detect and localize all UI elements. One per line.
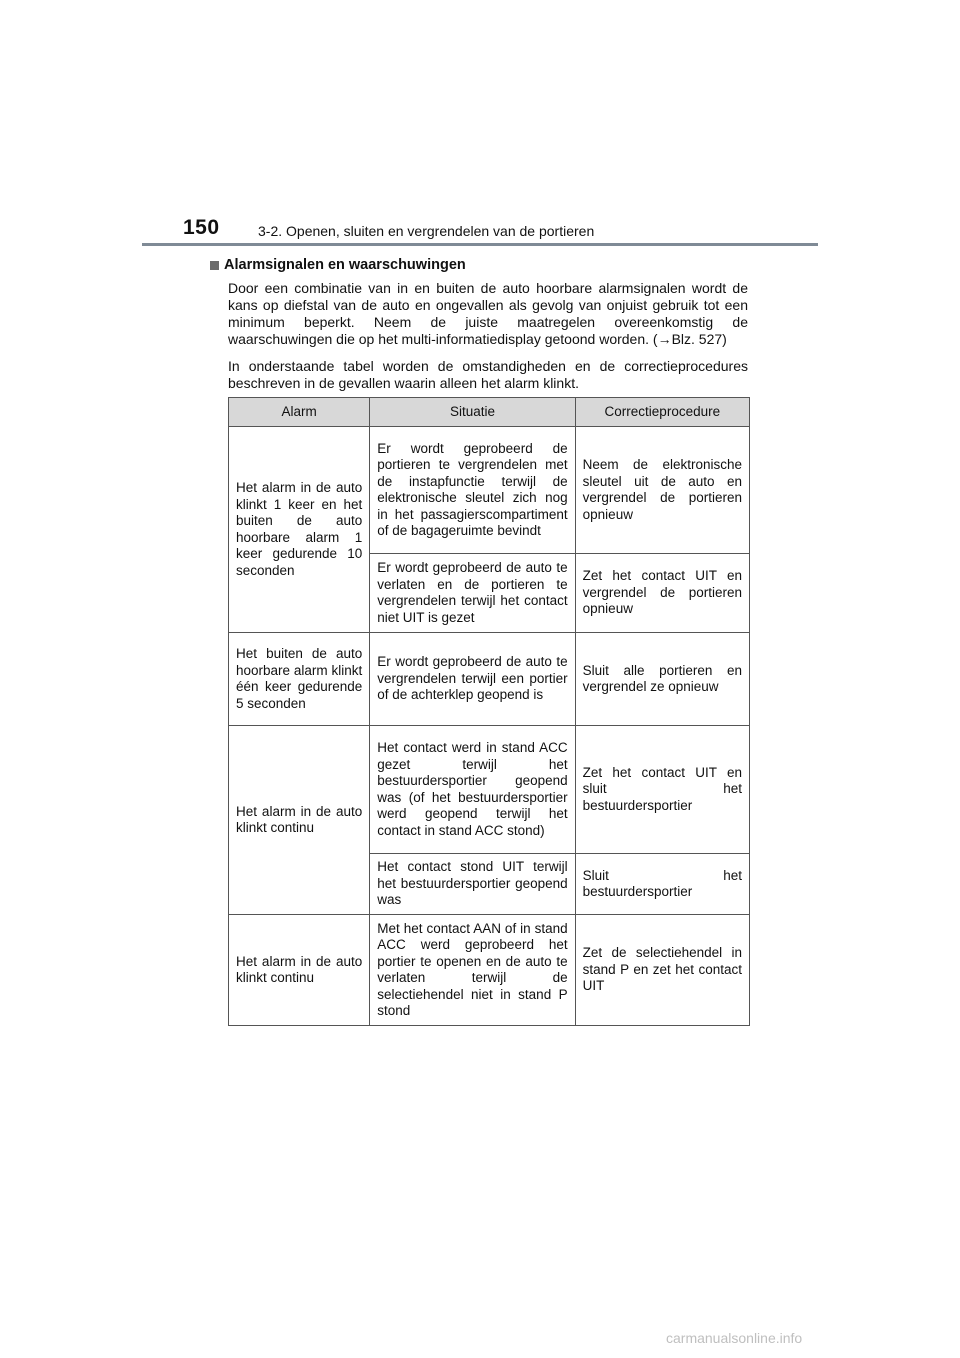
table-row [229,726,750,854]
table-intro-paragraph: In onderstaande tabel worden de omstandigheden en de correctieprocedures beschreven in de gevallen waarin alleen het alarm klinkt. [228,358,748,391]
situation-cell: Met het contact AAN of in stand ACC werd geprobeerd het portier te openen en de auto te verlaten terwijl de selectiehendel niet in stand P stond [370,915,575,1026]
alarm-section [210,256,748,392]
table-row [229,915,750,1026]
alarm-table [228,397,750,1026]
alarm-cell: Het buiten de auto hoorbare alarm klinkt één keer gedurende 5 seconden [229,633,370,726]
correction-cell: Zet het contact UIT en vergrendel de portieren opnieuw [575,554,749,633]
situation-cell: Het contact werd in stand ACC gezet terwijl het bestuurdersportier geopend was (of het bestuurdersportier werd geopend terwijl het contact in stand ACC stond) [370,726,575,854]
correction-cell: Zet het contact UIT en sluit het bestuurdersportier [575,726,749,854]
situation-cell: Er wordt geprobeerd de auto te verlaten en de portieren te vergrendelen terwijl het contact niet UIT is gezet [370,554,575,633]
situation-cell: Er wordt geprobeerd de portieren te vergrendelen met de instapfunctie terwijl de elektronische sleutel zich nog in het passagierscompartiment of de bagageruimte bevindt [370,427,575,554]
intro-paragraph: Door een combinatie van in en buiten de auto hoorbare alarmsignalen wordt de kans op diefstal van de auto en ongevallen als gevolg van onjuist gebruik tot een minimum beperkt. Neem de juiste maatregelen overeenkomstig de waarschuwingen die op het multi-informatiedisplay getoond worden. (→Blz. 527) [228,280,748,347]
correction-cell: Sluit het bestuurdersportier [575,854,749,915]
section-heading [210,256,748,274]
alarm-cell: Het alarm in de auto klinkt continu [229,915,370,1026]
square-bullet-icon [210,261,219,270]
situation-cell: Er wordt geprobeerd de auto te vergrendelen terwijl een portier of de achterklep geopend is [370,633,575,726]
section-heading-text: Alarmsignalen en waarschuwingen [224,257,466,273]
table-header-row [229,398,750,427]
alarm-cell: Het alarm in de auto klinkt 1 keer en het buiten de auto hoorbare alarm 1 keer gedurende 10 seconden [229,427,370,633]
page-number: 150 [183,216,220,239]
correction-cell: Zet de selectiehendel in stand P en zet het contact UIT [575,915,749,1026]
correction-cell: Neem de elektronische sleutel uit de auto en vergrendel de portieren opnieuw [575,427,749,554]
column-header-correction: Correctieprocedure [575,398,749,427]
correction-cell: Sluit alle portieren en vergrendel ze opnieuw [575,633,749,726]
table-row [229,633,750,726]
running-head: 3-2. Openen, sluiten en vergrendelen van de portieren [258,223,595,239]
column-header-alarm: Alarm [229,398,370,427]
header-divider [142,243,818,246]
watermark-text: carmanualsonline.info [666,1330,803,1346]
column-header-situation: Situatie [370,398,575,427]
table-row [229,427,750,554]
situation-cell: Het contact stond UIT terwijl het bestuurdersportier geopend was [370,854,575,915]
alarm-cell: Het alarm in de auto klinkt continu [229,726,370,915]
